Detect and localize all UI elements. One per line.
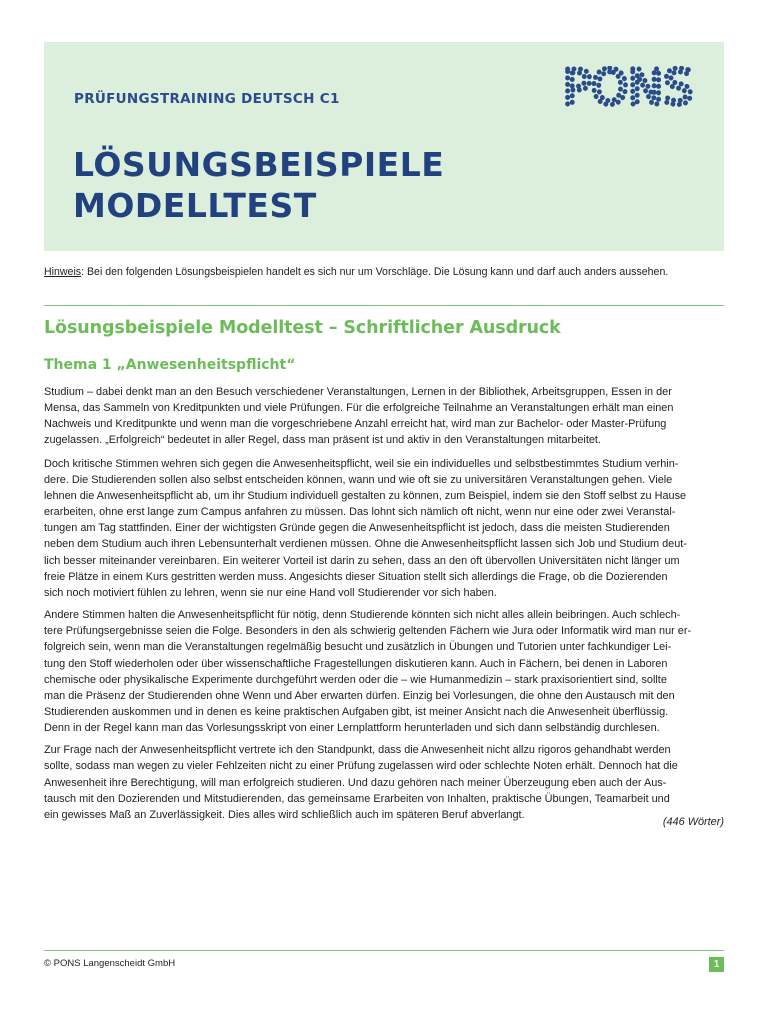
text-line: ein gewisses Maß an Zuverlässigkeit. Dies alles wird schließlich auch im späteren Beruf abverlangt.	[44, 808, 525, 821]
page-title	[73, 144, 444, 226]
text-line: sich noch motiviert fühlen zu lehren, wenn sie nur eine Hand voll Studierender vor sich haben.	[44, 586, 497, 599]
text-line: man die Präsenz der Studierenden ohne Wenn und Aber erwarten dürfen. Einzig bei Vorlesungen, die ohne den Austausch mit den	[44, 689, 675, 702]
text-line: tungen am Tag stattfinden. Einer der wichtigsten Gründe gegen die Anwesenheitspflicht ist jedoch, dass die meisten Studierenden	[44, 522, 670, 535]
text-line: tung den Stoff wiederholen oder über wissenschaftliche Fragestellungen diskutieren kann. Auch in Fächern, bei denen in Laboren	[44, 657, 668, 670]
note	[44, 265, 734, 279]
text-line: tere Prüfungsergebnisse seien die Folge. Besonders in den als schwierig geltenden Fächern wie Jura oder Informatik wird man nur er-	[44, 625, 692, 638]
paragraph-3	[44, 607, 724, 736]
text-line: Denn in der Regel kann man das Vorlesungsskript von einer Lernplattform herunterladen und sich dann selbständig durchlesen.	[44, 722, 660, 735]
text-line: folgreich sein, wenn man die Veranstaltungen regelmäßig besucht und zusätzlich in Übungen und Tutorien unter fachkundiger Lei-	[44, 641, 672, 654]
pons-logo-text: PONS	[563, 66, 693, 108]
word-count: (446 Wörter)	[662, 816, 724, 828]
text-line: lehnen die Anwesenheitspflicht ab, um ihr Studium individuell gestalten zu können, zum Beispiel, indem sie den Stoff selbst zu Hause	[44, 489, 687, 502]
text-line: chemische oder physikalische Experimente durchgeführt werden oder die – wie Humanmedizin – stark praxisorientiert sind, sollte	[44, 673, 667, 686]
pons-logo	[561, 66, 695, 108]
text-line: Mensa, das Sammeln von Kreditpunkten und viele Prüfungen. Für die erfolgreiche Teilnahme an Veranstaltungen erhält man einen	[44, 402, 674, 415]
page-title-line-1: LÖSUNGSBEISPIELE	[73, 145, 445, 184]
page-number: 1	[709, 957, 724, 972]
header-banner	[44, 42, 724, 251]
text-line: Studierenden auskommen und in denen es keine praktischen Aufgaben gibt, ist meiner Ansicht nach die Anwesenheit überflüssig.	[44, 705, 669, 718]
text-line: freie Plätze in einem Kurs gestritten werden muss. Angesichts dieser Situation stellt sich allerdings die Frage, ob die Dozierenden	[44, 570, 668, 583]
divider-bottom	[44, 950, 724, 951]
note-label: Hinweis	[44, 266, 82, 278]
footer-copyright: © PONS Langenscheidt GmbH	[44, 958, 176, 969]
text-line: Nachweis und Kreditpunkte und wenn man die vorgeschriebene Anzahl erreicht hat, wird man zur Bachelor- oder Master-Prüfung	[44, 418, 667, 431]
header-kicker: PRÜFUNGSTRAINING DEUTSCH C1	[74, 91, 340, 107]
text-line: erarbeiten, ohne erst lange zum Campus anfahren zu müssen. Das lohnt sich nämlich oft nicht, wenn nur eine oder zwei Veranstal-	[44, 506, 676, 519]
page-title-line-2: MODELLTEST	[73, 186, 317, 225]
section-heading: Lösungsbeispiele Modelltest – Schriftlicher Ausdruck	[44, 318, 561, 338]
text-line: tausch mit den Dozierenden und Mitstudierenden, das gemeinsame Erarbeiten von Inhalten, praktische Übungen, Teamarbeit und	[44, 792, 670, 805]
text-line: Studium – dabei denkt man an den Besuch verschiedener Veranstaltungen, Lernen in der Bibliothek, Arbeitsgruppen, Essen in der	[44, 386, 672, 398]
section-subheading: Thema 1 „Anwesenheitspflicht“	[44, 357, 296, 373]
paragraph-4	[44, 742, 724, 823]
paragraph-1	[44, 384, 724, 449]
text-line: neben dem Studium auch ihren Lebensunterhalt verdienen müssen. Ohne die Anwesenheitspflicht lassen sich Job und Studium deut-	[44, 538, 687, 551]
text-line: Doch kritische Stimmen wehren sich gegen die Anwesenheitspflicht, weil sie ein individuelles und selbstbestimmtes Studium verhin-	[44, 457, 679, 470]
essay-body	[44, 384, 724, 829]
divider-top	[44, 305, 724, 306]
text-line: lich besser miteinander vereinbaren. Ein weiterer Vorteil ist darin zu sehen, dass an den oft übervollen Universitäten nicht länger um	[44, 554, 680, 567]
text-line: zugelassen. „Erfolgreich“ bedeutet in aller Regel, dass man präsent ist und aktiv in den Veranstaltungen mitarbeitet.	[44, 434, 601, 447]
text-line: Anwesenheit ihre Berechtigung, will man erfolgreich studieren. Und dazu gehören nach meiner Überzeugung eben auch der Aus-	[44, 776, 667, 789]
paragraph-2	[44, 456, 724, 601]
text-line: dere. Die Studierenden sollen also selbst entscheiden können, wann und wie oft sie zu universitären Veranstaltungen gehen. Viele	[44, 473, 673, 486]
text-line: Zur Frage nach der Anwesenheitspflicht vertrete ich den Standpunkt, dass die Anwesenheit nicht allzu rigoros gehandhabt werden	[44, 744, 671, 757]
text-line: Andere Stimmen halten die Anwesenheitspflicht für nötig, denn Studierende könnten sich nicht alles allein beibringen. Auch schlech-	[44, 609, 681, 622]
text-line: sollte, sodass man wegen zu vieler Fehlzeiten nicht zu einer Prüfung zugelassen wird oder schlechte Noten erhält. Dennoch hat die	[44, 760, 678, 773]
note-text: : Bei den folgenden Lösungsbeispielen handelt es sich nur um Vorschläge. Die Lösung kann und darf auch anders aussehen.	[81, 266, 669, 278]
